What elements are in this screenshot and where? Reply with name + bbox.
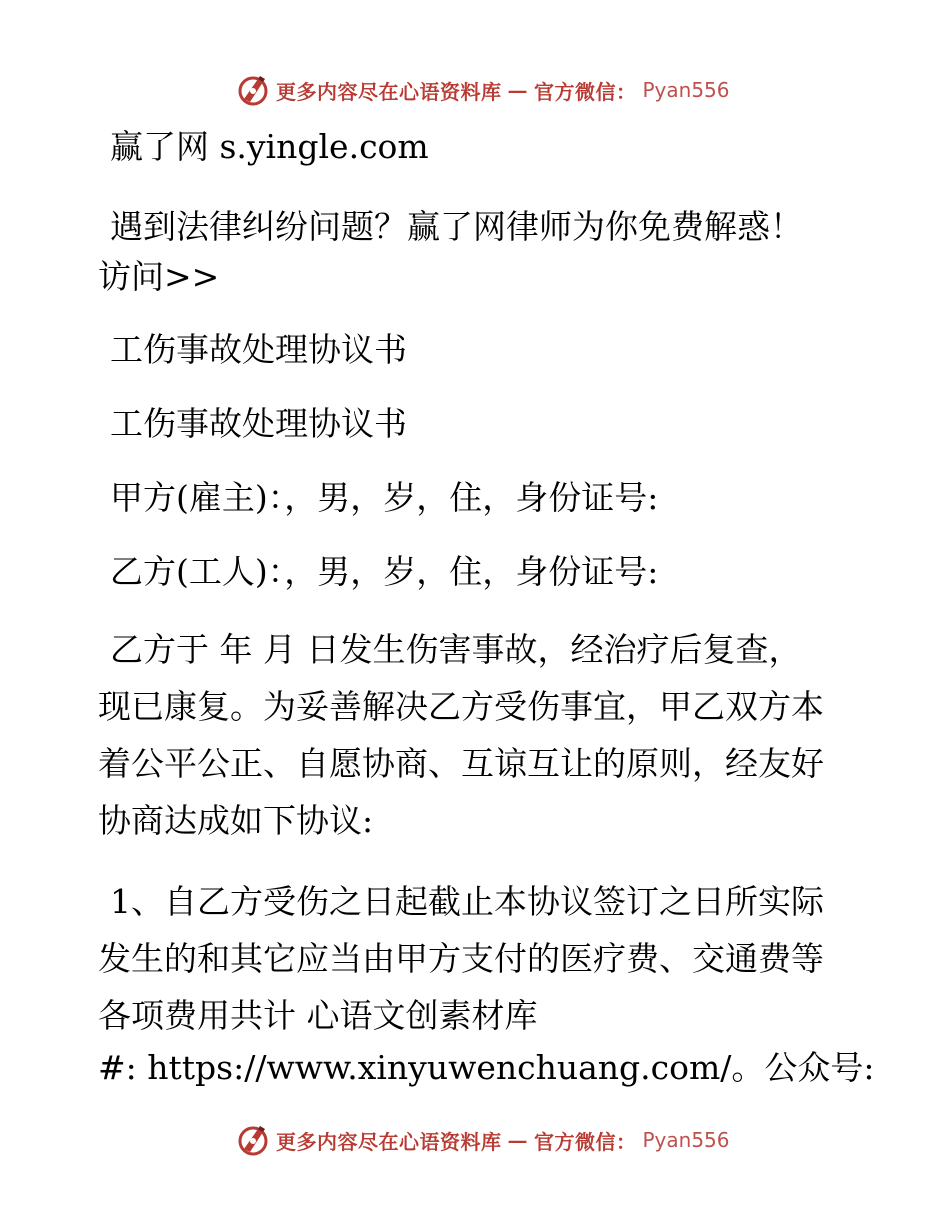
site-line: 赢了网 s.yingle.com <box>110 127 429 166</box>
promo-link[interactable]: 访问>> <box>98 257 220 296</box>
intro-paragraph <box>98 621 858 849</box>
banner-text: 更多内容尽在心语资料库 <box>276 79 502 104</box>
intro-line: 现已康复。为妥善解决乙方受伤事宜，甲乙双方本 <box>98 687 824 726</box>
banner-wechat-id: Pyan556 <box>642 78 730 102</box>
clause-line: 1、自乙方受伤之日起截止本协议签订之日所实际 <box>110 882 824 921</box>
intro-line: 协商达成如下协议: <box>98 801 374 840</box>
intro-line: 着公平公正、自愿协商、互谅互让的原则，经友好 <box>98 744 824 783</box>
party-a-line: 甲方(雇主)：，男，岁，住，身份证号: <box>110 478 659 517</box>
banner-wechat-label: 官方微信： <box>534 79 637 104</box>
banner-dash: — <box>507 1128 528 1152</box>
banner-dash: — <box>507 78 528 102</box>
banner-wechat-label: 官方微信： <box>534 1129 637 1154</box>
clause-line: 发生的和其它应当由甲方支付的医疗费、交通费等 <box>98 939 824 978</box>
doc-title: 工伤事故处理协议书 <box>110 330 407 369</box>
header-banner <box>236 70 730 110</box>
clause-line-url: #: https://www.xinyuwenchuang.com/。公众号: <box>98 1048 875 1087</box>
promo-line: 遇到法律纠纷问题？赢了网律师为你免费解惑！ <box>110 207 803 246</box>
promo-paragraph <box>98 198 858 299</box>
banner-text: 更多内容尽在心语资料库 <box>276 1129 502 1154</box>
document-body <box>98 122 875 1092</box>
red-pen-logo-icon <box>236 1123 270 1157</box>
party-b-line: 乙方(工人)：，男，岁，住，身份证号: <box>110 552 659 591</box>
banner-wechat-id: Pyan556 <box>642 1128 730 1152</box>
clause-line: 各项费用共计 心语文创素材库 <box>98 996 538 1035</box>
footer-banner <box>236 1120 730 1160</box>
clause-1-paragraph <box>98 873 875 1092</box>
intro-line: 乙方于 年 月 日发生伤害事故，经治疗后复查， <box>110 630 802 669</box>
doc-title-repeat: 工伤事故处理协议书 <box>110 404 407 443</box>
red-pen-logo-icon <box>236 73 270 107</box>
